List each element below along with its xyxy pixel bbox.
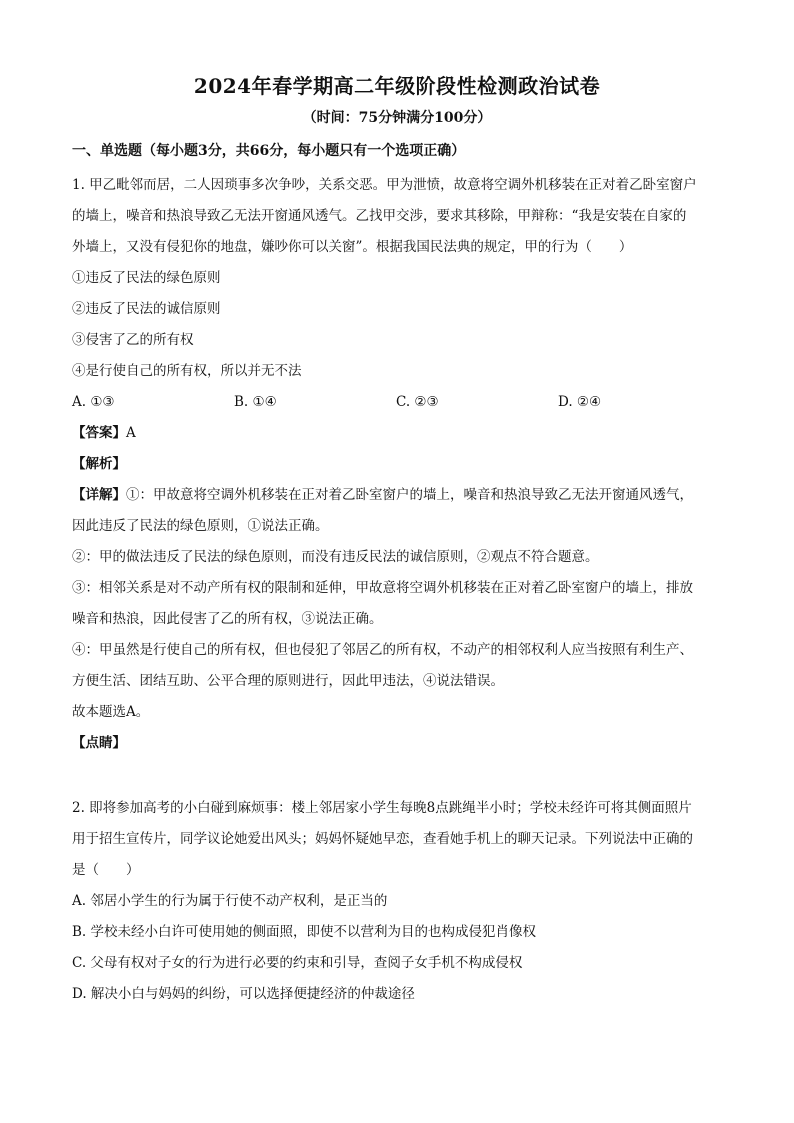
page-title: 2024年春学期高二年级阶段性检测政治试卷 <box>193 74 601 98</box>
question-1-stem-line-2: 的墙上，噪音和热浪导致乙无法开窗通风透气。乙找甲交涉，要求其移除，甲辩称：“我是安装在自家的 <box>72 208 687 224</box>
question-1-item-1: ①违反了民法的绿色原则 <box>72 270 221 286</box>
answer-tag: 【答案】 <box>72 425 126 441</box>
question-1-options <box>72 387 724 418</box>
section-heading: 一、单选题（每小题3分，共66分，每小题只有一个选项正确） <box>72 143 466 159</box>
question-2-option-a: A. 邻居小学生的行为属于行使不动产权利，是正当的 <box>72 893 388 909</box>
explanation <box>72 480 724 759</box>
question-1 <box>72 170 724 759</box>
detail-2: ②：甲的做法违反了民法的绿色原则，而没有违反民法的诚信原则，②观点不符合题意。 <box>72 549 599 565</box>
option-a: A. ①③ <box>72 394 115 410</box>
answer-line <box>72 418 724 449</box>
question-1-item-2: ②违反了民法的诚信原则 <box>72 301 221 317</box>
question-1-stem-line-1: 1. 甲乙毗邻而居，二人因琐事多次争吵，关系交恶。甲为泄愤，故意将空调外机移装在正对着乙卧室窗户 <box>72 177 697 193</box>
option-b: B. ①④ <box>234 394 277 410</box>
question-2 <box>72 793 724 1010</box>
option-d: D. ②④ <box>558 394 602 410</box>
detail-1-text: ①：甲故意将空调外机移装在正对着乙卧室窗户的墙上，噪音和热浪导致乙无法开窗通风透气， <box>126 487 693 503</box>
question-1-item-3: ③侵害了乙的所有权 <box>72 332 194 348</box>
detail-3-line-2: 噪音和热浪，因此侵害了乙的所有权，③说法正确。 <box>72 611 383 627</box>
detail-1-line-1 <box>72 480 724 511</box>
exam-time-info: （时间：75分钟满分100分） <box>302 110 492 126</box>
analysis-line <box>72 449 724 480</box>
question-1-item-4: ④是行使自己的所有权，所以并无不法 <box>72 363 302 379</box>
question-2-option-b: B. 学校未经小白许可使用她的侧面照，即使不以营利为目的也构成侵犯肖像权 <box>72 924 537 940</box>
detail-tag: 【详解】 <box>72 487 126 503</box>
conclusion: 故本题选A。 <box>72 704 150 720</box>
question-2-stem-line-3: 是（ ） <box>72 862 140 878</box>
analysis-tag: 【解析】 <box>72 456 126 472</box>
question-2-option-c: C. 父母有权对子女的行为进行必要的约束和引导，查阅子女手机不构成侵权 <box>72 955 523 971</box>
question-1-stem-line-3: 外墙上，又没有侵犯你的地盘，嫌吵你可以关窗”。根据我国民法典的规定，甲的行为（ ） <box>72 239 633 255</box>
detail-4-line-1: ④：甲虽然是行使自己的所有权，但也侵犯了邻居乙的所有权，不动产的相邻权利人应当按照有利生产、 <box>72 642 693 658</box>
spacer <box>72 759 724 793</box>
question-2-stem-line-2: 用于招生宣传片，同学议论她爱出风头；妈妈怀疑她早恋，查看她手机上的聊天记录。下列说法中正确的 <box>72 831 693 847</box>
detail-1-line-2: 因此违反了民法的绿色原则，①说法正确。 <box>72 518 329 534</box>
option-c: C. ②③ <box>396 394 439 410</box>
question-2-option-d: D. 解决小白与妈妈的纠纷，可以选择便捷经济的仲裁途径 <box>72 986 415 1002</box>
answer-value: A <box>126 425 136 441</box>
question-2-stem-line-1: 2. 即将参加高考的小白碰到麻烦事：楼上邻居家小学生每晚8点跳绳半小时；学校未经许可将其侧面照片 <box>72 800 692 816</box>
dianjing-tag: 【点睛】 <box>72 735 126 751</box>
detail-4-line-2: 方便生活、团结互助、公平合理的原则进行，因此甲违法，④说法错误。 <box>72 673 504 689</box>
dianjing-line <box>72 728 724 759</box>
detail-3-line-1: ③：相邻关系是对不动产所有权的限制和延伸，甲故意将空调外机移装在正对着乙卧室窗户的墙上，排放 <box>72 580 693 596</box>
exam-content <box>72 138 724 1010</box>
